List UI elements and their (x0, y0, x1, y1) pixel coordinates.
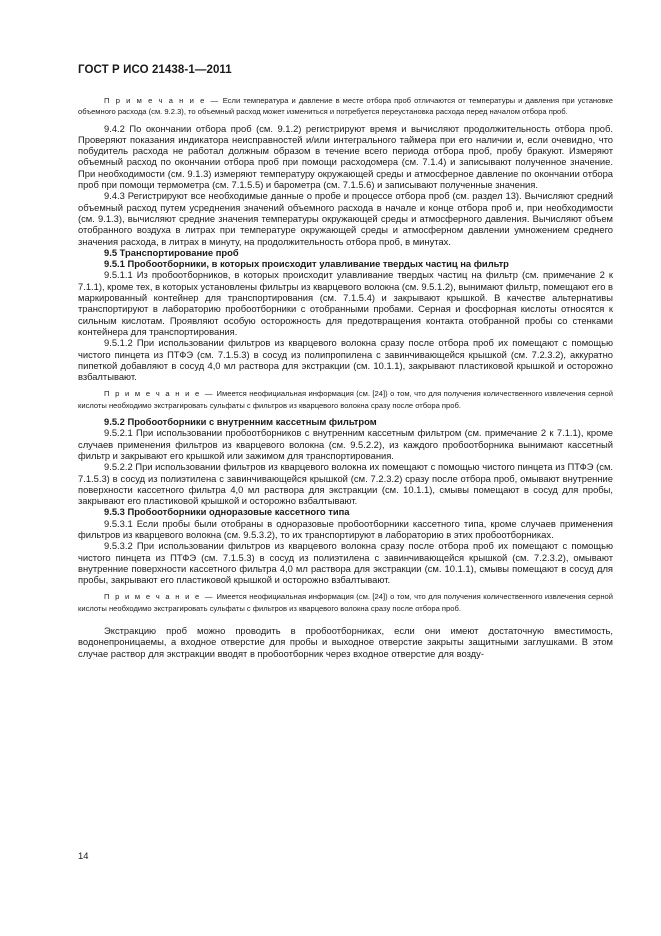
body-paragraph: 9.5.2.1 При использовании пробоотборников с внутренним кассетным фильтром (см. примечание 2 к 7.1.1), кроме случаев применения фильтров из кварцевого волокна (см. 9.5.2.2), из каждого пробоотборника вынимают кассетный фильтр и закрывают его крышкой или зажимом для транспортирования. (78, 427, 613, 461)
document-header: ГОСТ Р ИСО 21438-1—2011 (78, 64, 232, 76)
body-paragraph: 9.5.1.1 Из пробоотборников, в которых происходит улавливание твердых частиц на фильтр (см. примечание 2 к 7.1.1), кроме тех, в которых установлены фильтры из кварцевого волокна (см. 9.5.1.2), вынимают фильтр, помещают его в маркированный контейнер для транспортирования (см. 7.1.5.4) и закрывают крышкой. В качестве альтернативы транспортируют в лабораторию пробоотборники с отобранными пробами. Серная и фосфорная кислоты относятся к сильным кислотам. Проявляют особую осторожность для предотвращения контакта отобранной пробы со стенками контейнера для транспортирования. (78, 269, 613, 337)
note-label: П р и м е ч а н и е — (104, 592, 215, 602)
body-paragraph: Экстракцию проб можно проводить в пробоотборниках, если они имеют достаточную вместимость, водонепроницаемы, а входное отверстие для пробы и выходное отверстие закрыты защитными заглушками. В этом случае раствор для экстракции вводят в пробоотборник через входное отверстие для возду- (78, 625, 613, 659)
body-paragraph: 9.4.2 По окончании отбора проб (см. 9.1.2) регистрируют время и вычисляют продолжительность отбора проб. Проверяют показания индикатора неисправностей и/или интегрального таймера при его наличии и, если очевидно, что побудитель расхода не работал должным образом в течение всего периода отбора проб, пробу бракуют. Измеряют объемный расход по окончании отбора проб при помощи расходомера (см. 7.1.4) и записывают полученное значение. При необходимости (см. 9.1.3) измеряют температуру окружающей среды и атмосферное давление по окончании отбора проб при помощи термометра (см. 7.1.5.5) и барометра (см. 7.1.5.6) и записывают полученные значения. (78, 122, 613, 191)
note-text: Если температура и давление в месте отбора проб отличаются от температуры и давления при установке объемного расхода (см. 9.2.3), то объемный расход может измениться и потребуется переустановка расхода перед началом отбора проб. (78, 96, 613, 117)
section-heading: 9.5.3 Пробоотборники одноразовые кассетного типа (104, 506, 350, 518)
document-body (78, 95, 613, 659)
note-text: Имеется неофициальная информация (см. [24]) о том, что для получения количественного извлечения серной кислоты необходимо экстрагировать сульфаты с фильтров из кварцевого волокна сразу после отбора проб. (78, 592, 614, 613)
note-text: Имеется неофициальная информация (см. [24]) о том, что для получения количественного извлечения серной кислоты необходимо экстрагировать сульфаты с фильтров из кварцевого волокна сразу после отбора проб. (78, 389, 614, 410)
section-heading: 9.5 Транспортирование проб (104, 246, 239, 258)
note-paragraph (78, 388, 613, 411)
body-paragraph: 9.5.1.2 При использовании фильтров из кварцевого волокна сразу после отбора проб их помещают с помощью чистого пинцета из ПТФЭ (см. 7.1.5.3) в сосуд из полипропилена с завинчивающейся крышкой (см. 7.2.3.2), аккуратно пипеткой добавляют в сосуд 4,0 мл раствора для экстракции (см. 10.1.1), закрывают пластиковой крышкой и осторожно взбалтывают. (78, 337, 613, 383)
note-paragraph (78, 591, 613, 614)
section-heading: 9.5.1 Пробоотборники, в которых происходит улавливание твердых частиц на фильтр (104, 258, 509, 270)
body-paragraph: 9.5.3.2 При использовании фильтров из кварцевого волокна сразу после отбора проб их помещают с помощью чистого пинцета из ПТФЭ (см. 7.1.5.3) в сосуд из полиэтилена с завинчивающейся крышкой (см. 7.2.3.2), омывают внутренние поверхности кассетного фильтра 4,0 мл раствора для экстракции (см. 10.1.1), смывы помещают в сосуд для пробы, закрывают его пластиковой крышкой и осторожно взбалтывают. (78, 540, 613, 586)
page-number: 14 (78, 850, 89, 861)
section-heading: 9.5.2 Пробоотборники с внутренним кассетным фильтром (104, 416, 377, 428)
body-paragraph: 9.5.2.2 При использовании фильтров из кварцевого волокна их помещают с помощью чистого пинцета из ПТФЭ (см. 7.1.5.3) в сосуд из полиэтилена с завинчивающейся крышкой (см. 7.2.3.2) сразу после отбора проб, омывают внутренние поверхности кассетного фильтра 4,0 мл раствора для экстракции (см. 10.1.1), смывы помещают в сосуд для пробы, закрывают его пластиковой крышкой и осторожно взбалтывают. (78, 461, 613, 507)
body-paragraph: 9.5.3.1 Если пробы были отобраны в одноразовые пробоотборники кассетного типа, кроме случаев применения фильтров из кварцевого волокна (см. 9.5.3.2), то их транспортируют в лабораторию в этих пробоотборниках. (78, 517, 613, 540)
note-paragraph (78, 95, 613, 118)
body-paragraph: 9.4.3 Регистрируют все необходимые данные о пробе и процессе отбора проб (см. раздел 13). Вычисляют средний объемный расход путем усреднения значений объемного расхода в начале и конце отбора проб и, при необходимости (см. 9.1.3), вычисляют средние значения температуры окружающей среды и атмосферного давления. Вычисляют объем отобранного воздуха в литрах при температуре окружающей среды и атмосферном давлении умножением среднего значения расхода, в литрах в минуту, на продолжительность отбора проб, в минутах. (78, 190, 613, 247)
note-label: П р и м е ч а н и е — (104, 96, 220, 105)
note-label: П р и м е ч а н и е — (104, 389, 215, 399)
